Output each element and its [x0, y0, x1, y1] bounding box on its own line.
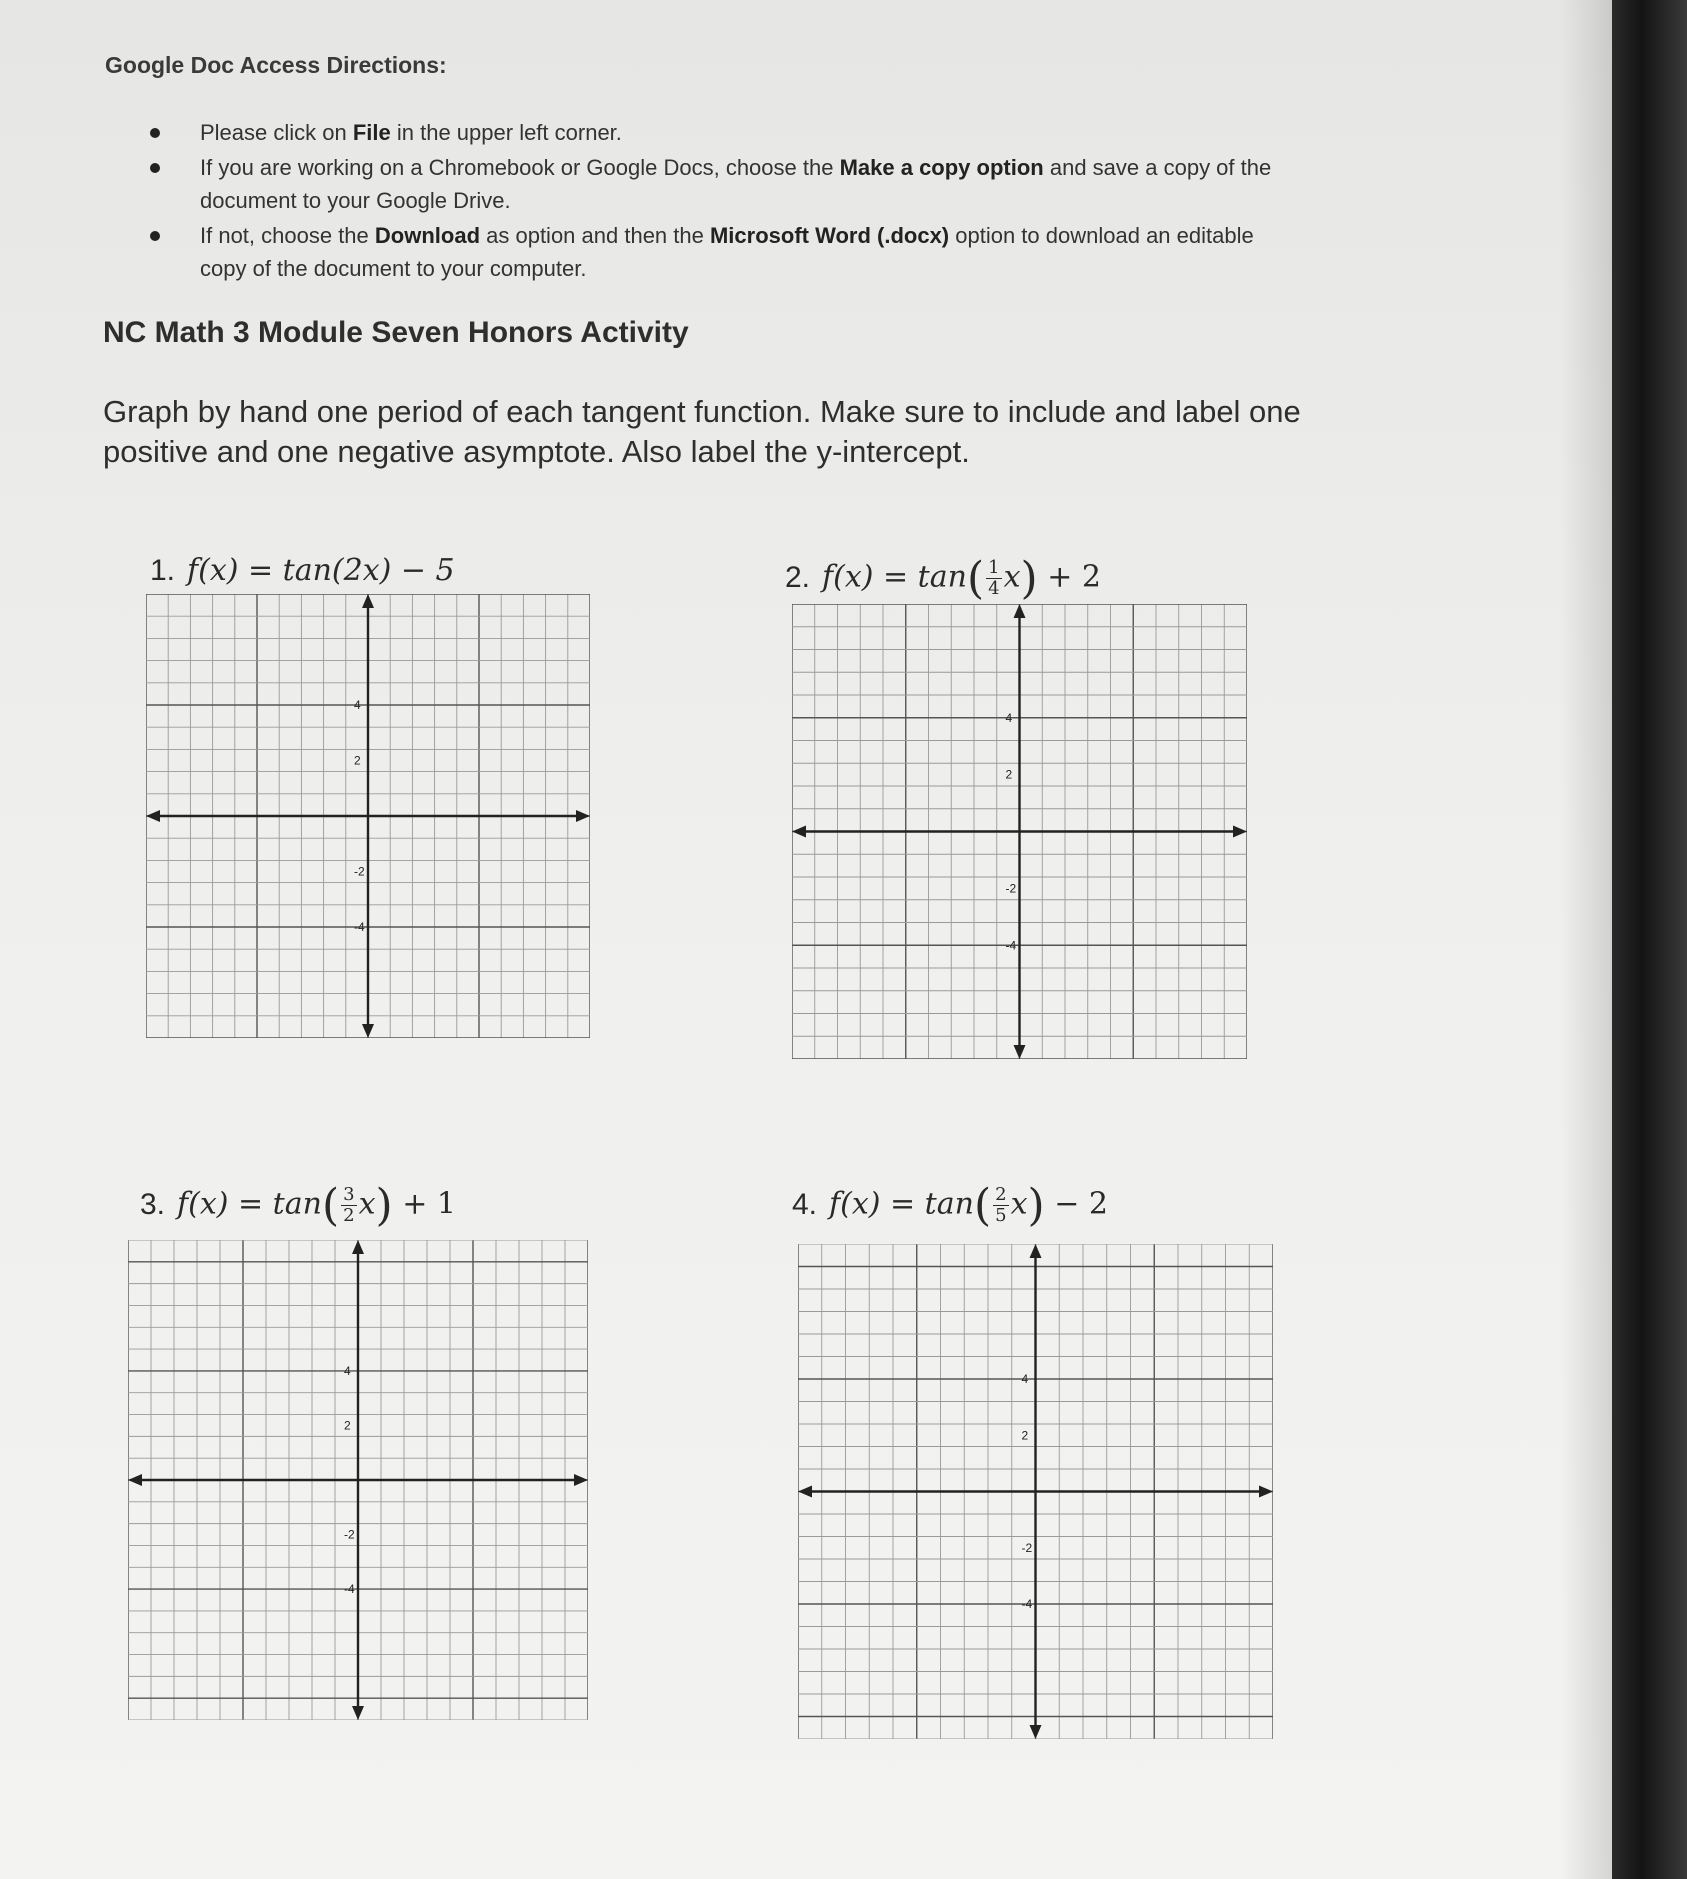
activity-instructions: Graph by hand one period of each tangent function. Make sure to include and label one positive and one negative asymptote. Also label the y-intercept.	[103, 394, 1301, 469]
y-tick-label: 2	[344, 1418, 351, 1433]
direction-item: If not, choose the Download as option and then the Microsoft Word (.docx) option to download an editable copy of the document to your computer.	[150, 219, 1290, 285]
problem-2-label: 2. f(x) = tan( $\frac{1}{4}$ x) + 2	[785, 553, 1101, 604]
y-tick-label: 2	[1005, 767, 1013, 782]
y-tick-label: 2	[354, 753, 361, 768]
direction-item: If you are working on a Chromebook or Google Docs, choose the Make a copy option and save a copy of the document to your Google Drive.	[150, 151, 1290, 217]
directions-heading: Google Doc Access Directions:	[105, 52, 447, 78]
y-tick-label: 4	[1005, 710, 1013, 725]
direction-item: Please click on File in the upper left corner.	[150, 116, 1290, 149]
y-tick-label: 4	[354, 698, 361, 712]
x-axis-left-arrow-icon	[146, 810, 160, 822]
y-axis-down-arrow-icon	[352, 1706, 364, 1720]
graph-grid-4[interactable]	[798, 1244, 1273, 1739]
problem-3-label: 3. f(x) = tan( $\frac{3}{2}$ x) + 1	[140, 1180, 456, 1231]
y-tick-label: 4	[344, 1363, 351, 1378]
activity-title: NC Math 3 Module Seven Honors Activity	[103, 316, 689, 349]
fraction: $\frac{3}{2}$	[343, 1184, 355, 1226]
y-tick-label: -2	[1021, 1540, 1033, 1555]
bullet-icon	[150, 163, 160, 173]
y-axis-down-arrow-icon	[362, 1024, 374, 1038]
x-axis-right-arrow-icon	[1233, 826, 1247, 838]
y-tick-label: -4	[1021, 1597, 1033, 1611]
y-axis-down-arrow-icon	[1030, 1725, 1042, 1739]
y-tick-label: -4	[344, 1582, 355, 1597]
page-shadow	[1560, 0, 1612, 1879]
y-tick-label: -4	[1005, 938, 1017, 953]
fraction: $\frac{1}{4}$	[988, 557, 1000, 599]
directions-list	[150, 116, 1290, 287]
y-tick-label: -2	[344, 1527, 355, 1542]
grid-svg[interactable]	[798, 1244, 1273, 1739]
x-axis-left-arrow-icon	[128, 1474, 142, 1486]
x-axis-left-arrow-icon	[798, 1486, 812, 1498]
y-tick-label: 2	[1021, 1428, 1029, 1443]
x-axis-left-arrow-icon	[792, 826, 806, 838]
y-axis-up-arrow-icon	[352, 1240, 364, 1254]
y-axis-up-arrow-icon	[1030, 1244, 1042, 1258]
graph-grid-1[interactable]	[146, 594, 590, 1038]
graph-grid-3[interactable]	[128, 1240, 588, 1720]
desk-edge	[1612, 0, 1687, 1879]
problem-4-label: 4. f(x) = tan( $\frac{2}{5}$ x) − 2	[792, 1180, 1108, 1231]
x-axis-right-arrow-icon	[1259, 1486, 1273, 1498]
x-axis-right-arrow-icon	[576, 810, 590, 822]
x-axis-right-arrow-icon	[574, 1474, 588, 1486]
bullet-icon	[150, 231, 160, 241]
grid-svg[interactable]	[792, 604, 1247, 1059]
y-axis-up-arrow-icon	[362, 594, 374, 608]
y-tick-label: -2	[354, 864, 365, 879]
y-axis-down-arrow-icon	[1014, 1045, 1026, 1059]
fraction: $\frac{2}{5}$	[995, 1184, 1007, 1226]
y-tick-label: -2	[1005, 881, 1017, 896]
y-tick-label: 4	[1021, 1372, 1029, 1386]
y-axis-up-arrow-icon	[1014, 604, 1026, 618]
y-tick-label: -4	[354, 920, 365, 934]
grid-svg[interactable]	[128, 1240, 588, 1720]
graph-grid-2[interactable]	[792, 604, 1247, 1059]
bullet-icon	[150, 128, 160, 138]
grid-svg[interactable]	[146, 594, 590, 1038]
problem-1-label: 1. f(x) = tan(2x) − 5	[150, 553, 455, 588]
